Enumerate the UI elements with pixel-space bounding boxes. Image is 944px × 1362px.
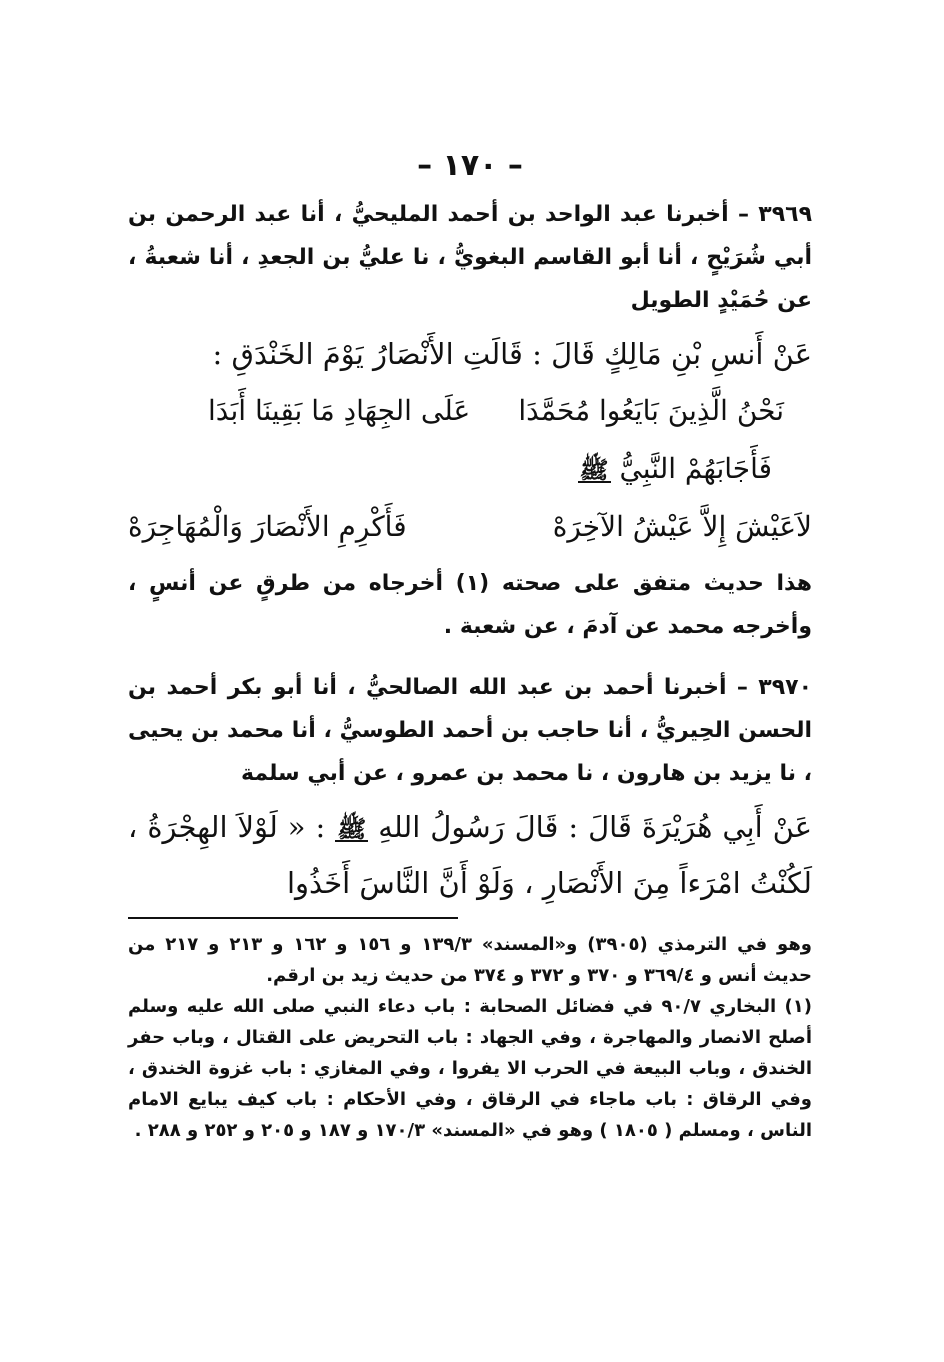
section-gap	[128, 648, 812, 666]
verse-2-second-hemistich: فَأَكْرِمِ الأَنْصَارَ وَالْمُهَاجِرَهْ	[128, 510, 407, 543]
verse-1	[128, 382, 812, 440]
salawat-glyph: ﷺ	[337, 814, 367, 843]
verse-1-first-hemistich: نَحْنُ الَّذِينَ بَايَعُوا مُحَمَّدَا	[518, 394, 784, 427]
isnad-3970: ٣٩٧٠ – أخبرنا أحمد بن عبد الله الصالحيُّ ، أنا أبو بكر أحمد بن الحسن الحِيريُّ ، أنا حاجب بن أحمد الطوسيُّ ، أنا محمد بن يحيى ، نا يزيد بن هارون ، نا محمد بن عمرو ، عن أبي سلمة	[128, 675, 812, 786]
reply-text: فَأَجَابَهُمْ النَّبِيُّ	[619, 452, 772, 485]
footnote-separator	[128, 917, 458, 919]
isnad-3969: ٣٩٦٩ – أخبرنا عبد الواحد بن أحمد المليحيُّ ، أنا عبد الرحمن بن أبي شُرَيْحٍ ، أنا أبو القاسم البغويُّ ، نا عليُّ بن الجعدِ ، أنا شعبةُ ، عن حُمَيْدٍ الطويل	[128, 202, 812, 313]
verse-2	[128, 498, 812, 556]
page-number: – ١٧٠ –	[417, 148, 523, 183]
salawat-glyph: ﷺ	[579, 455, 609, 484]
matn-3970	[128, 799, 812, 911]
matn-3970-part-b: : « لَوْلاَ الهِجْرَةُ ، لَكُنْتُ امْرَءاً مِنَ الأَنْصَارِ ، وَلَوْ أَنَّ النَّاسَ أَخَذُوا	[128, 810, 812, 900]
reply-line	[128, 440, 812, 498]
hadith-3969	[128, 193, 812, 648]
matn-intro-3969: عَنْ أَنسِ بْنِ مَالِكٍ قَالَ : قَالَتِ الأَنْصَارُ يَوْمَ الخَنْدَقِ :	[212, 337, 812, 371]
takhrij-comment-3969: هذا حديث متفق على صحته (١) أخرجاه من طرقٍ عن أنسٍ ، وأخرجه محمد عن آدمَ ، عن شعبة .	[128, 571, 813, 639]
footnote-1: (١) البخاري ٩٠/٧ في فضائل الصحابة : باب دعاء النبي صلى الله عليه وسلم أصلح الانصار والمهاجرة ، وفي الجهاد : باب التحريض على القتال ، وباب حفر الخندق ، وباب البيعة في الحرب الا يفروا ، وفي المغازي : باب غزوة الخندق ، وفي الرقاق : باب ماجاء في الرقاق ، وفي الأحكام : باب كيف يبايع الامام الناس ، ومسلم ( ١٨٠٥ ) وهو في «المسند» ١٧٠/٣ و ١٨٧ و ٢٠٥ و ٢٥٢ و ٢٨٨ .	[128, 996, 812, 1141]
footnotes	[128, 929, 812, 1146]
hadith-3970	[128, 666, 812, 911]
footnote-continued: وهو في الترمذي (٣٩٠٥) و«المسند» ١٣٩/٣ و ١٥٦ و ١٦٢ و ٢١٣ و ٢١٧ من حديث أنس و ٣٦٩/٤ و ٣٧٠ و ٣٧٢ و ٣٧٤ من حديث زيد بن ارقم.	[128, 934, 812, 986]
verse-2-first-hemistich: لاَعَيْشَ إِلاَّ عَيْشُ الآخِرَهْ	[552, 510, 812, 543]
matn-3970-part-a: عَنْ أَبِي هُرَيْرَةَ قَالَ : قَالَ رَسُولُ اللهِ	[378, 810, 813, 844]
verse-1-second-hemistich: عَلَى الجِهَادِ مَا بَقِينَا أَبَدَا	[208, 394, 471, 427]
